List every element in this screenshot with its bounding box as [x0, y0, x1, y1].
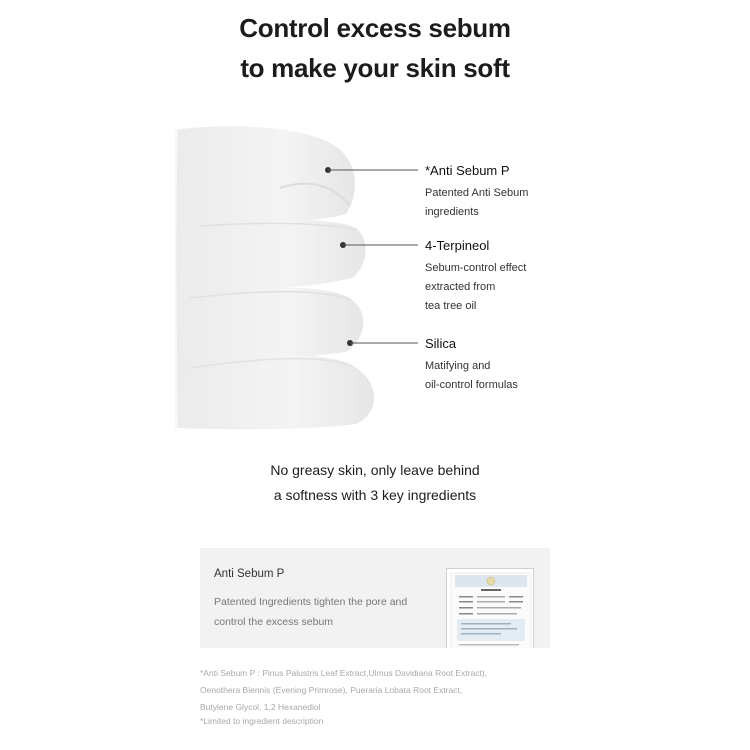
patent-certificate-image: [446, 568, 534, 648]
patent-title: Anti Sebum P: [214, 568, 285, 580]
ingredient-footnote: [200, 665, 600, 716]
patent-panel: [200, 548, 550, 648]
cream-swatch-image: [160, 118, 400, 438]
footnote-line-1: *Anti Sebum P : Pinus Palustris Leaf Extract,Ulmus Davidiana Root Extract),: [200, 668, 488, 678]
ingredient-desc-line: ingredients: [425, 206, 479, 218]
ingredient-silica: [425, 335, 518, 395]
subheadline: [0, 458, 750, 508]
headline-line-2: to make your skin soft: [240, 53, 510, 83]
ingredient-description: [425, 357, 518, 395]
ingredient-name: Silica: [425, 336, 457, 351]
ingredient-description: [425, 184, 528, 222]
ingredient-desc-line: oil-control formulas: [425, 379, 518, 391]
ingredient-desc-line: extracted from: [425, 281, 496, 293]
patent-description: [214, 592, 407, 632]
footnote-line-2: Oenothera Biennis (Evening Primrose), Pueraria Lobata Root Extract,: [200, 685, 463, 695]
subheadline-line-2: a softness with 3 key ingredients: [273, 487, 477, 503]
ingredient-description: [425, 259, 526, 316]
headline: [0, 8, 750, 88]
ingredient-desc-line: tea tree oil: [425, 300, 477, 312]
disclaimer: *Limited to ingredient description: [200, 716, 324, 726]
ingredient-name: *Anti Sebum P: [425, 163, 510, 178]
footnote-line-3: Butylene Glycol, 1,2 Hexanediol: [200, 702, 321, 712]
headline-line-1: Control excess sebum: [239, 13, 511, 43]
ingredient-desc-line: Matifying and: [425, 360, 491, 372]
ingredient-terpineol: [425, 237, 526, 316]
ingredient-anti-sebum: [425, 162, 528, 222]
patent-desc-line: Patented Ingredients tighten the pore and: [214, 596, 408, 608]
ingredient-desc-line: Sebum-control effect: [425, 262, 527, 274]
patent-desc-line: control the excess sebum: [214, 616, 334, 628]
ingredient-desc-line: Patented Anti Sebum: [425, 187, 529, 199]
ingredient-name: 4-Terpineol: [425, 238, 490, 253]
subheadline-line-1: No greasy skin, only leave behind: [270, 462, 480, 478]
